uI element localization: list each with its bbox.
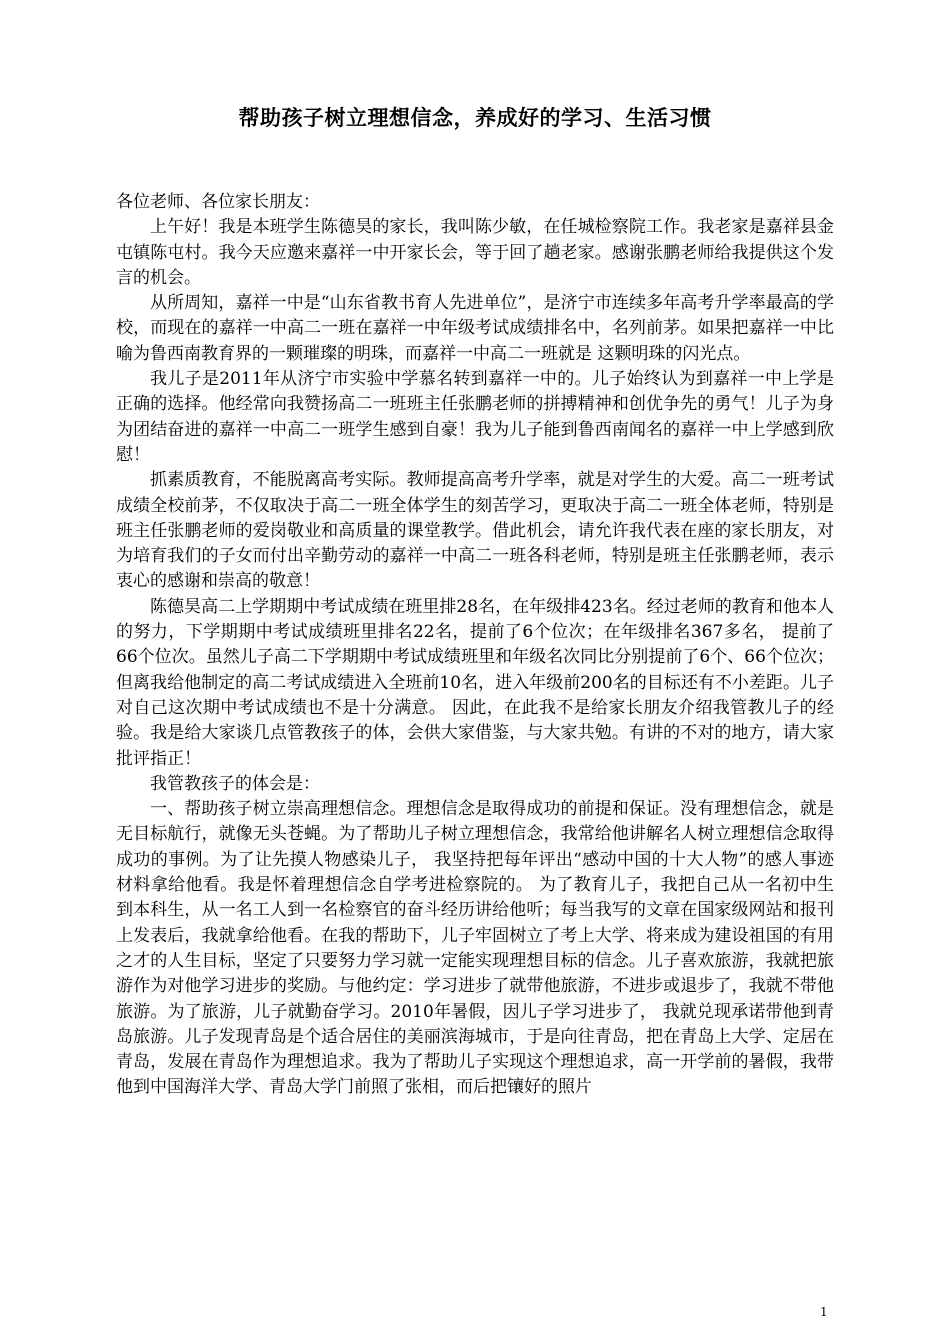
paragraph-son-transfer: 我儿子是2011年从济宁市实验中学慕名转到嘉祥一中的。儿子始终认为到嘉祥一中上学是正确的选择。他经常向我赞扬高二一班班主任张鹏老师的拼搏精神和创优争先的勇气！儿子为身为团结奋进的嘉祥一中高二一班学生感到自豪！我为儿子能到鲁西南闻名的嘉祥一中上学感到欣慰！ [116, 369, 834, 465]
salutation: 各位老师、各位家长朋友： [116, 192, 320, 212]
paragraph-teacher-thanks: 抓素质教育，不能脱离高考实际。教师提高高考升学率，就是对学生的大爱。高二一班考试成绩全校前茅，不仅取决于高二一班全体学生的刻苦学习，更取决于高二一班全体老师，特别是班主任张鹏老师的爱岗敬业和高质量的课堂教学。借此机会，请允许我代表在座的家长朋友，对为培育我们的子女而付出辛勤劳动的嘉祥一中高二一班各科老师，特别是班主任张鹏老师，表示衷心的感谢和崇高的敬意！ [116, 470, 834, 592]
paragraph-experience-intro: 我管教孩子的体会是： [150, 773, 320, 794]
paragraph-ideals: 一、帮助孩子树立崇高理想信念。理想信念是取得成功的前提和保证。没有理想信念，就是无目标航行，就像无头苍蝇。为了帮助儿子树立理想信念，我常给他讲解名人树立理想信念取得成功的事例。为了让先摸人物感染儿子， 我坚持把每年评出“感动中国的十大人物”的感人事迹材料拿给他看。我是怀着理想信念自学考进检察院的。 为了教育儿子，我把自己从一名初中生到本科生，从一名工人到一名检察官的奋斗经历讲给他听；每当我写的文章在国家级网站和报刊上发表后，我就拿给他看。在我的帮助下，儿子牢固树立了考上大学、将来成为建设祖国的有用之才的人生目标，坚定了只要努力学习就一定能实现理想目标的信念。儿子喜欢旅游，我就把旅游作为对他学习进步的奖励。与他约定：学习进步了就带他旅游，不进步或退步了，我就不带他旅游。为了旅游，儿子就勤奋学习。2010年暑假，因儿子学习进步了， 我就兑现承诺带他到青岛旅游。儿子发现青岛是个适合居住的美丽滨海城市，于是向往青岛，把在青岛上大学、定居在青岛，发展在青岛作为理想追求。我为了帮助儿子实现这个理想追求，高一开学前的暑假，我带他到中国海洋大学、青岛大学门前照了张相，而后把镶好的照片 [116, 799, 834, 1098]
document-body [116, 190, 834, 1101]
document-title: 帮助孩子树立理想信念，养成好的学习、生活习惯 [238, 105, 712, 130]
paragraph-greeting: 上午好！我是本班学生陈德昊的家长，我叫陈少敏，在任城检察院工作。我老家是嘉祥县金屯镇陈屯村。我今天应邀来嘉祥一中开家长会，等于回了趟老家。感谢张鹏老师给我提供这个发言的机会。 [116, 217, 834, 288]
paragraph-exam-results: 陈德昊高二上学期期中考试成绩在班里排28名，在年级排423名。经过老师的教育和他本人的努力，下学期期中考试成绩班里排名22名，提前了6个位次；在年级排名367多名， 提前了66个位次。虽然儿子高二下学期期中考试成绩班里和年级名次同比分别提前了6个、66个位次；但离我给他制定的高二考试成绩进入全班前10名，进入年级前200名的目标还有不小差距。儿子对自己这次期中考试成绩也不是十分满意。 因此，在此我不是给家长朋友介绍我管教儿子的经验。我是给大家谈几点管教孩子的体，会供大家借鉴，与大家共勉。有讲的不对的地方，请大家批评指正！ [116, 596, 834, 769]
paragraph-school-intro: 从所周知，嘉祥一中是“山东省教书育人先进单位”，是济宁市连续多年高考升学率最高的学校，而现在的嘉祥一中高二一班在嘉祥一中年级考试成绩排名中，名列前茅。如果把嘉祥一中比喻为鲁西南教育界的一颗璀璨的明珠，而嘉祥一中高二一班就是 这颗明珠的闪光点。 [116, 293, 834, 364]
page-number: 1 [820, 1305, 828, 1319]
